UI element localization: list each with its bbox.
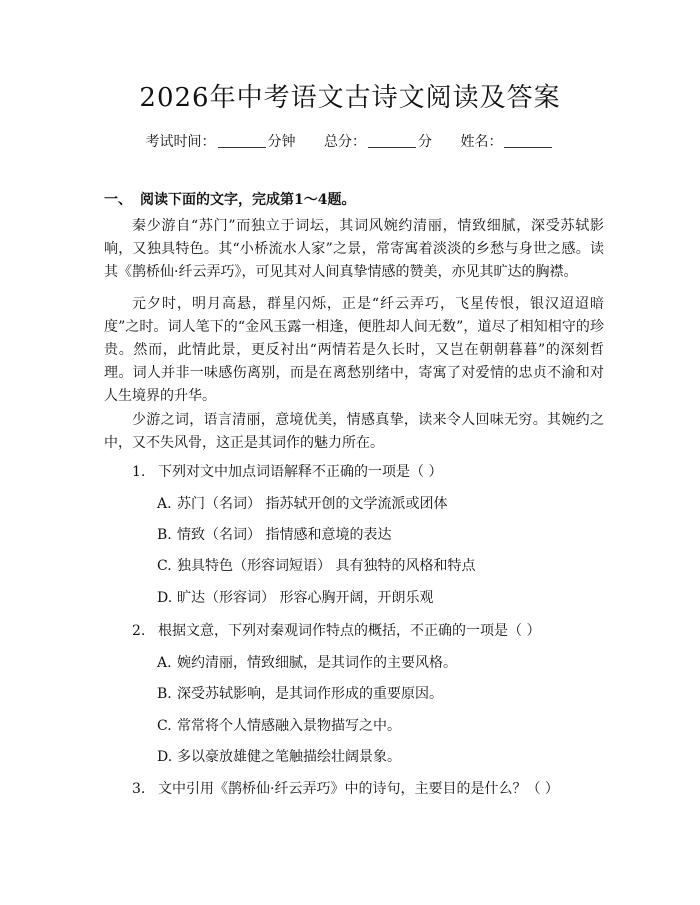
option-label: B. — [157, 527, 172, 543]
score-blank[interactable] — [368, 133, 416, 148]
score-unit: 分 — [418, 134, 432, 150]
passage-paragraph-2: 元夕时，明月高悬，群星闪烁，正是“纤云弄巧，飞星传恨，银汉迢迢暗度”之时。词人笔下的“金风玉露一相逢，便胜却人间无数”，道尽了相知相守的珍贵。然而，此情此景，更反衬出“两情若是久长时，又岂在朝朝暮暮”的深刻哲理。词人并非一味感伤离别，而是在离愁别绪中，寄寓了对爱情的忠贞不渝和对人生境界的升华。 — [104, 296, 604, 404]
question-2-option-b[interactable] — [157, 684, 557, 704]
question-1-option-c[interactable] — [157, 556, 557, 576]
option-label: A. — [157, 655, 172, 671]
question-1-option-a[interactable] — [157, 494, 557, 514]
option-text: 多以豪放雄健之笔触描绘壮阔景象。 — [177, 749, 401, 765]
option-text: 情致（名词） 指情感和意境的表达 — [177, 527, 392, 543]
name-blank[interactable] — [504, 133, 552, 148]
option-text: 常常将个人情感融入景物描写之中。 — [177, 718, 401, 734]
exam-name — [460, 134, 554, 150]
question-number: 3. — [132, 781, 146, 797]
option-text: 苏门（名词） 指苏轼开创的文学流派或团体 — [177, 496, 448, 512]
passage-paragraph-3: 少游之词，语言清丽，意境优美，情感真挚，读来令人回味无穷。其婉约之中，又不失风骨，这正是其词作的魅力所在。 — [104, 412, 604, 451]
time-blank[interactable] — [218, 133, 266, 148]
option-text: 婉约清丽，情致细腻，是其词作的主要风格。 — [177, 655, 457, 671]
option-label: C. — [157, 718, 172, 734]
page-title: 2026年中考语文古诗文阅读及答案 — [139, 83, 561, 113]
name-label: 姓名： — [460, 134, 503, 150]
option-text: 独具特色（形容词短语） 具有独特的风格和特点 — [177, 558, 476, 574]
question-1-option-b[interactable] — [157, 525, 557, 545]
passage-paragraph-1: 秦少游自“苏门”而独立于词坛，其词风婉约清丽，情致细腻，深受苏轼影响，又独具特色。其“小桥流水人家”之景，常寄寓着淡淡的乡愁与身世之感。读其《鹊桥仙·纤云弄巧》，可见其对人间真挚情感的赞美，亦见其旷达的胸襟。 — [104, 218, 604, 280]
exam-meta — [0, 132, 700, 152]
section-instruction: 阅读下面的文字，完成第1～4题。 — [140, 192, 356, 208]
question-number: 2. — [132, 623, 146, 639]
time-label: 考试时间： — [145, 134, 216, 150]
option-label: B. — [157, 686, 172, 702]
option-text: 旷达（形容词） 形容心胸开阔，开朗乐观 — [177, 590, 434, 606]
question-2-option-c[interactable] — [157, 716, 557, 736]
question-number: 1. — [132, 464, 146, 480]
question-1 — [132, 462, 572, 482]
option-label: D. — [157, 749, 173, 765]
question-2-option-d[interactable] — [157, 747, 557, 767]
option-text: 深受苏轼影响，是其词作形成的重要原因。 — [177, 686, 443, 702]
question-stem: 下列对文中加点词语解释不正确的一项是（ ） — [158, 464, 443, 480]
option-label: A. — [157, 496, 172, 512]
question-1-option-d[interactable] — [157, 588, 557, 608]
exam-time — [146, 134, 296, 150]
score-label: 总分： — [324, 134, 366, 150]
time-unit: 分钟 — [267, 134, 296, 150]
section-number: 一、 — [104, 192, 132, 208]
question-2 — [132, 621, 572, 641]
section-heading — [104, 190, 355, 210]
question-3 — [132, 779, 572, 799]
exam-score — [324, 134, 432, 150]
question-stem: 文中引用《鹊桥仙·纤云弄巧》中的诗句，主要目的是什么？（ ） — [158, 781, 559, 797]
question-stem: 根据文意，下列对秦观词作特点的概括，不正确的一项是（ ） — [158, 623, 541, 639]
option-label: C. — [157, 558, 172, 574]
option-label: D. — [157, 590, 173, 606]
question-2-option-a[interactable] — [157, 653, 557, 673]
